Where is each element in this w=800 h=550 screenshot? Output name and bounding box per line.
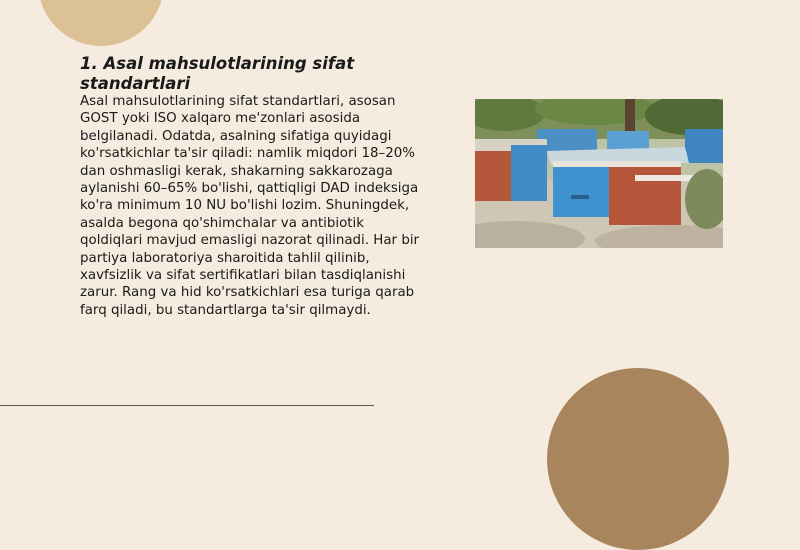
beehives-photo: [475, 99, 723, 248]
decorative-circle-bottom: [547, 368, 729, 550]
decorative-circle-top: [38, 0, 164, 46]
slide-body-text: Asal mahsulotlarining sifat standartlari, asosan GOST yoki ISO xalqaro me'zonlari asosida belgilanadi. Odatda, asalning sifatiga quyidagi ko'rsatkichlar ta'sir qiladi: namlik miqdori 18–20% dan oshmasligi kerak, shakarning sakkarozaga aylanishi 60–65% bo'lishi, qattiqligi DAD indeksiga ko'ra minimum 10 NU bo'lishi lozim. Shuningdek, asalda begona qo'shimchalar va antibiotik qoldiqlari mavjud emasligi nazorat qilinadi. Har bir partiya laboratoriya sharoitida tahlil qilinib, xavfsizlik va sifat sertifikatlari bilan tasdiqlanishi zarur. Rang va hid ko'rsatkichlari esa turiga qarab farq qiladi, bu standartlarga ta'sir qilmaydi.: [80, 94, 420, 318]
divider-line: [0, 405, 374, 406]
slide-title: 1. Asal mahsulotlarining sifat standartlari: [80, 54, 355, 93]
